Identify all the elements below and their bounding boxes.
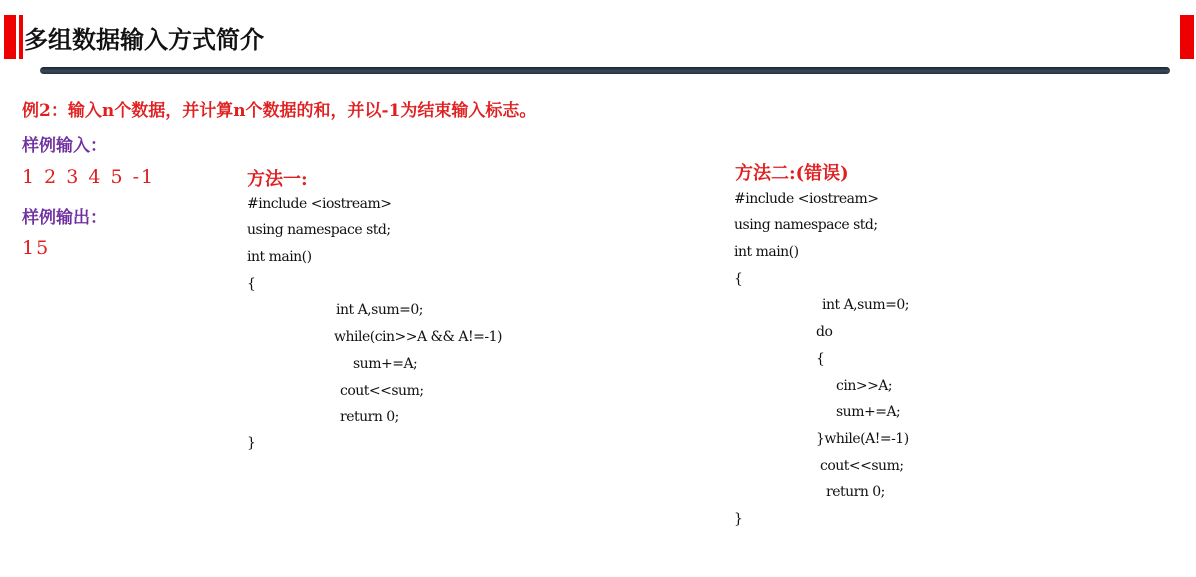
- header-divider: [40, 67, 1170, 74]
- code-line: sum+=A;: [353, 356, 418, 372]
- code-line: return 0;: [340, 409, 399, 425]
- code-line: {: [816, 351, 825, 367]
- code-line: sum+=A;: [836, 404, 901, 420]
- method-two-title: 方法二:(错误): [735, 163, 849, 184]
- sample-input-label: 样例输入：: [22, 136, 107, 156]
- sample-output-value: 15: [22, 237, 51, 259]
- header-accent-bar-right: [1180, 15, 1194, 59]
- code-line: int main(): [734, 244, 799, 260]
- code-line: {: [247, 276, 256, 292]
- sample-input-value: 1 2 3 4 5 -1: [22, 166, 156, 188]
- code-line: {: [734, 271, 743, 287]
- code-line: while(cin>>A && A!=-1): [334, 329, 502, 345]
- code-line: int main(): [247, 249, 312, 265]
- code-line: cout<<sum;: [820, 458, 904, 474]
- method-one-title: 方法一:: [247, 169, 308, 190]
- code-line: #include <iostream>: [734, 191, 879, 207]
- code-line: using namespace std;: [247, 222, 391, 238]
- code-line: return 0;: [826, 484, 885, 500]
- page-title: 多组数据输入方式简介: [24, 26, 264, 54]
- code-line: }while(A!=-1): [816, 431, 909, 447]
- code-line: }: [734, 511, 743, 527]
- code-line: cin>>A;: [836, 378, 893, 394]
- code-line: int A,sum=0;: [336, 302, 423, 318]
- code-line: cout<<sum;: [340, 383, 424, 399]
- code-line: int A,sum=0;: [822, 297, 909, 313]
- code-line: }: [247, 435, 256, 451]
- code-line: using namespace std;: [734, 217, 878, 233]
- sample-output-label: 样例输出：: [22, 208, 107, 228]
- problem-statement: 例2：输入n个数据，并计算n个数据的和，并以-1为结束输入标志。: [22, 101, 537, 121]
- code-line: do: [816, 324, 833, 340]
- header-accent-line-left: [19, 15, 23, 59]
- header-accent-bar-left: [4, 15, 16, 59]
- code-line: #include <iostream>: [247, 196, 392, 212]
